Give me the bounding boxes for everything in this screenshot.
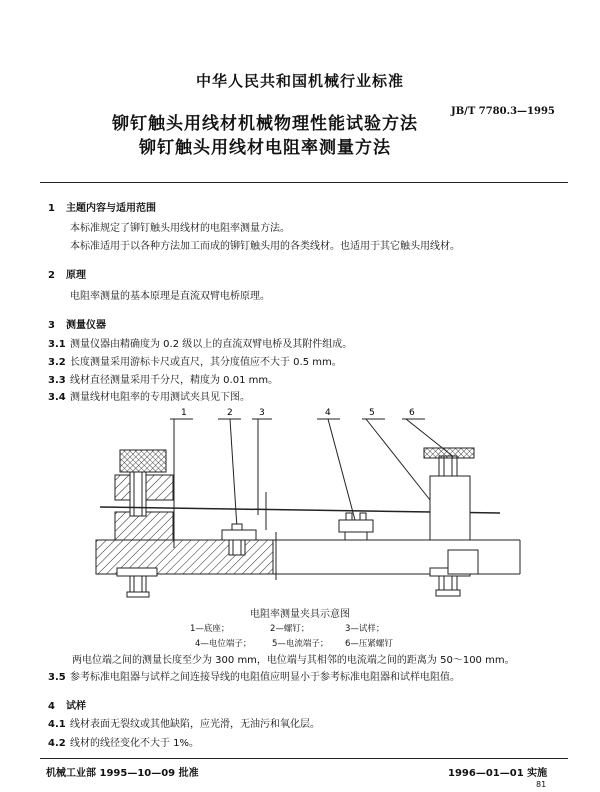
legend-item-3: 3—试样； [345,624,385,634]
item-number: 3.3 [48,375,66,386]
section-1-para-1: 本标准规定了铆钉触头用线材的电阻率测量方法。 [70,223,290,234]
item-number: 3.1 [48,339,66,350]
item-3-2 [48,356,342,370]
callout-2: 2 [227,408,233,418]
callout-5: 5 [369,408,375,418]
section-title: 试样 [66,701,86,712]
item-4-1 [48,718,320,732]
effective-date: 1996—01—01 实施 [448,768,548,779]
callout-3: 3 [259,408,265,418]
title-line-2: 铆钉触头用线材电阻率测量方法 [139,138,391,158]
item-number: 3.2 [48,357,66,368]
section-3-heading [48,316,106,331]
item-number: 4.2 [48,738,66,749]
item-text: 线材的线径变化不大于 1%。 [70,738,200,749]
section-2-para-1: 电阻率测量的基本原理是直流双臂电桥原理。 [70,291,270,302]
item-text: 长度测量采用游标卡尺或直尺，其分度值应不大于 0.5 mm。 [70,357,342,368]
item-3-1 [48,338,352,352]
footer-rule [40,758,568,759]
callout-6: 6 [409,408,415,418]
section-number: 2 [48,270,55,281]
legend-item-1: 1—底座； [190,624,230,634]
fixture-diagram [0,400,600,605]
title-line-1: 铆钉触头用线材机械物理性能试验方法 [112,114,418,134]
legend-item-6: 6—压紧螺钉 [345,639,393,649]
item-number: 4.1 [48,719,66,730]
legend-item-5: 5—电流端子； [272,639,329,649]
callout-4: 4 [325,408,331,418]
section-number: 1 [48,203,55,214]
item-3-3 [48,374,278,388]
figure-caption: 电阻率测量夹具示意图 [250,609,350,620]
page-number: 81 [536,780,547,789]
item-text: 线材直径测量采用千分尺，精度为 0.01 mm。 [70,375,279,386]
section-title: 原理 [66,270,86,281]
item-text: 测量线材电阻率的专用测试夹具见下图。 [70,392,250,403]
section-1-heading [48,199,156,214]
issuing-org: 中华人民共和国机械行业标准 [195,72,404,90]
callout-1: 1 [181,408,187,418]
legend-item-4: 4—电位端子； [195,639,252,649]
section-1-para-2: 本标准适用于以各种方法加工而成的铆钉触头用的各类线材。也适用于其它触头用线材。 [70,241,460,252]
section-3-after-figure-para: 两电位端之间的测量长度至少为 300 mm，电位端与其相邻的电流端之间的距离为 50～100 mm。 [72,655,515,666]
item-number: 3.4 [48,392,66,403]
legend-item-2: 2—螺钉； [270,624,310,634]
section-title: 测量仪器 [66,320,106,331]
standard-number: JB/T 7780.3—1995 [451,106,555,117]
approval-line: 机械工业部 1995—10—09 批准 [46,768,199,779]
section-4-heading [48,697,86,712]
section-title: 主题内容与适用范围 [66,203,156,214]
section-number: 3 [48,320,55,331]
section-number: 4 [48,701,55,712]
item-4-2 [48,737,199,751]
header-rule [40,182,568,183]
item-text: 线材表面无裂纹或其他缺陷，应光滑，无油污和氧化层。 [70,719,320,730]
item-number: 3.5 [48,672,66,683]
item-text: 参考标准电阻器与试样之间连接导线的电阻值应明显小于参考标准电阻器和试样电阻值。 [70,672,460,683]
section-2-heading [48,266,86,281]
item-3-5 [48,671,460,685]
item-text: 测量仪器由精确度为 0.2 级以上的直流双臂电桥及其附件组成。 [70,339,353,350]
